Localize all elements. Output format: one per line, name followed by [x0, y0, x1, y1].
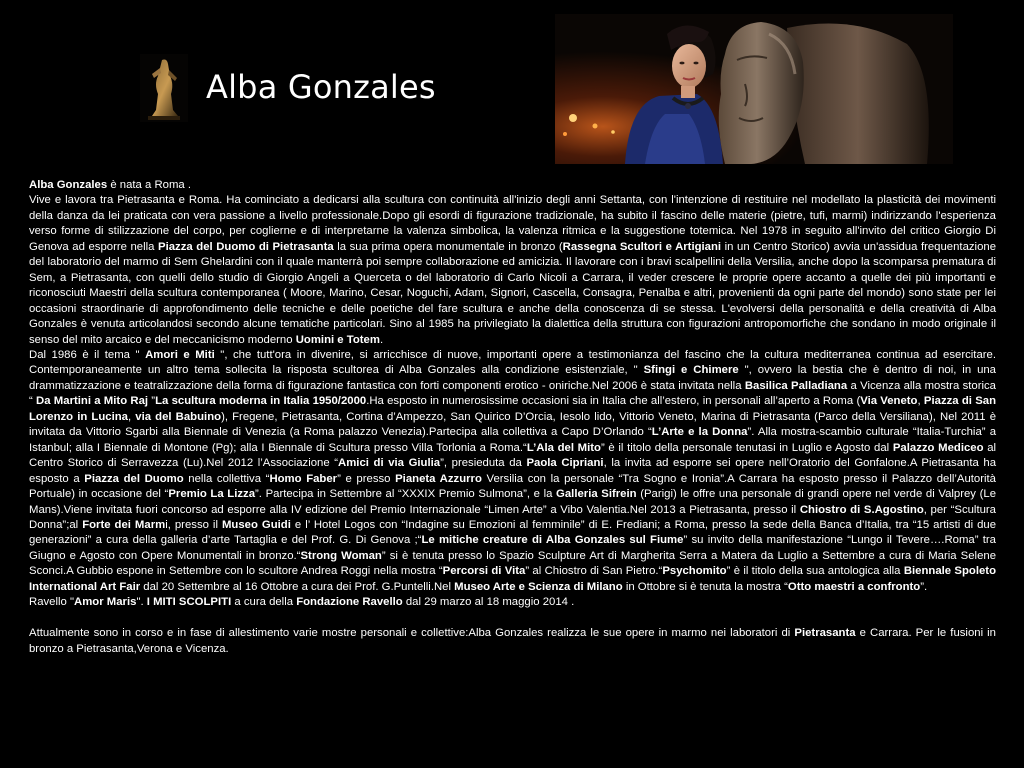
text-run: ", ovvero la bestia che è dentro di noi, in una drammatizzazione e teatralizzazione della forma di figurazione fantastica con forti componenti erotico - oniriche.Nel 2006 è stata invitata nella — [29, 364, 996, 392]
text-run: Ravello " — [29, 596, 75, 609]
bold-text: Le mitiche creature di Alba Gonzales sul Fiume — [421, 534, 684, 547]
bold-text: La scultura moderna in Italia 1950/2000 — [155, 395, 367, 408]
text-run: e Carrara. Per le fusioni in bronzo a Pietrasanta,Verona e Vicenza. — [29, 627, 996, 655]
text-run: . — [379, 333, 384, 346]
text-run: ” al Chiostro di San Pietro.“ — [525, 565, 663, 578]
bio-paragraph — [29, 595, 996, 610]
bold-text: Biennale Spoleto International Art Fair — [29, 565, 996, 593]
text-run: ” è il titolo della sua antologica alla — [726, 565, 904, 578]
bold-text: Pietrasanta — [794, 627, 856, 640]
text-run: Attualmente sono in corso e in fase di allestimento varie mostre personali e collettive:Alba Gonzales realizza le sue opere in marmo nei laboratori di — [29, 627, 795, 640]
bold-text: Chiostro di S.Agostino — [799, 503, 924, 516]
text-run: ), Fregene, Pietrasanta, Cortina d’Ampezzo, San Quirico D’Orcia, Iesolo lido, Vittorio Veneto, Marina di Pietrasanta (Parco della Versiliana), Nel 2011 è invitata da Vittorio Sgarbi alla Biennale di Venezia (a Roma palazzo Venezia).Partecipa alla collettiva a Capo D’Orlando “ — [29, 410, 997, 439]
text-run: .Ha esposto in numerosissime occasioni sia in Italia che all’estero, in personali all’aperto a Roma ( — [366, 395, 861, 408]
text-run: , — [917, 395, 924, 408]
bold-text: via del Babuino — [135, 410, 222, 423]
bold-text: I MITI SCOLPITI — [146, 596, 232, 609]
bold-text: Galleria Sifrein — [556, 488, 637, 501]
bold-text: Amor Maris — [74, 596, 137, 609]
text-run: Dal 1986 è il tema " — [29, 348, 146, 361]
bio-paragraph — [29, 626, 996, 657]
bio-paragraph — [29, 348, 996, 595]
text-run: a cura della — [231, 596, 297, 609]
text-run: ”, presieduta da — [440, 457, 527, 470]
text-run: Versilia con la personale “Tra Sogno e Ironia”.A Carrara ha esposto presso il Palazzo dell’Autorità Portuale) in occasione del “ — [29, 472, 996, 501]
bold-text: Psychomito — [662, 565, 727, 578]
bold-text: Amori e Miti — [145, 348, 215, 361]
bio-paragraph — [29, 178, 996, 193]
bold-text: Fondazione Ravello — [296, 596, 403, 609]
text-run: e l’ Hotel Logos con “Indagine su Emozioni al femminile” di E. Frediani; a Roma, presso la sede della Banca d’Italia, tra “15 artisti di due generazioni” a cura della galleria d’arte Tartaglia e del Prof. G. Di Genova ;“ — [29, 518, 997, 547]
bio-paragraph — [29, 193, 996, 348]
text-run: ”. Partecipa in Settembre al “XXXIX Premio Sulmona”, e la — [255, 488, 557, 501]
text-run: ”. — [920, 580, 928, 593]
bold-text: Strong Woman — [300, 549, 382, 562]
text-run: dal 29 marzo al 18 maggio 2014 . — [402, 596, 575, 609]
text-run: a Vicenza alla mostra storica “ — [29, 379, 996, 408]
text-run: la sua prima opera monumentale in bronzo ( — [333, 240, 563, 253]
text-run: , per “Scultura Donna”;al — [29, 503, 996, 531]
bold-text: Basilica Palladiana — [744, 379, 848, 392]
bold-text: Museo Guidi — [221, 518, 291, 531]
bold-text: Homo Faber — [269, 472, 338, 485]
text-run: i, presso il — [165, 518, 222, 531]
text-run: ” su invito della manifestazione “Lungo il Tevere….Roma” tra Giugno e Agosto con Opere Monumentali in bronzo.“ — [29, 534, 996, 562]
bold-text: Pianeta Azzurro — [395, 472, 482, 485]
text-run: ". — [136, 596, 147, 609]
text-run: ” si è tenuta presso lo Spazio Sculpture Art di Margherita Serra a Matera da Luglio a Settembre a cura di Maria Selene Sconci.A Gubbio espone in Settembre con lo scultore Andrea Roggi nella mostra “ — [29, 549, 996, 578]
bold-text: Palazzo Mediceo — [892, 441, 984, 454]
bronze-sculpture-icon — [140, 54, 188, 122]
text-run: ”. Alla mostra-scambio culturale “Italia-Turchia” a Istanbul; alla I Biennale di Montone (Pg); alla I Biennale di Scultura presso Villa Torlonia a Roma.“ — [29, 426, 997, 454]
text-run: Vive e lavora tra Pietrasanta e Roma. Ha cominciato a dedicarsi alla scultura con continuità all'inizio degli anni Settanta, con l'intenzione di restituire nel modellato la plasticità dei movimenti della danza da lei praticata con vera passione a livello professionale.Dopo gli esordi di figurazione tradizionale, ha subito il fascino delle materie (pietre, tufi, marmi) indirizzando l'esperienza verso forme di stilizzazione del corpo, per coglierne e di interpretarne la valenza simbolica, la valenza ritmica e la suggestione totemica. Nel 1978 in seguito all'invito del critico Giorgio Di Genova ad esporre nella — [29, 194, 996, 253]
text-run: in un Centro Storico) avvia un'assidua frequentazione del laboratorio del marmo di Sem Ghelardini con il quale manterrà poi sempre collaborazione ed amicizia. Il lavorare con i bravi scalpellini della Versilia, anche dopo la scomparsa prematura di Sem, a Pietrasanta, con quelli dello studio di Giorgio Angeli a Querceta o del laboratorio di Carlo Nicoli a Carrara, il veder crescere le proprie opere accanto a quelle dei più importanti e riconosciuti Maestri della scultura contemporanea ( Moore, Marino, Cesar, Noguchi, Adam, Signori, Cascella, Consagra, Penalba e altri, provenienti da ogni parte del mondo) sono state per lei occasioni straordinarie di approfondimento delle tecniche e delle poetiche del fare scultura e anche della conoscenza di se stessa. L'evolversi della personalità e della creatività di Alba Gonzales è venuta articolandosi secondo alcune tematiche particolari. Sino al 1985 ha privilegiato la dialettica della struttura con figurazioni antropomorfiche che sondano in modo originale il senso del mito arcaico e del meccanicismo moderno — [29, 240, 996, 346]
bold-text: Forte dei Marm — [82, 518, 166, 531]
text-run: in Ottobre si è tenuta la mostra “ — [622, 580, 788, 593]
bold-text: L’Ala del Mito — [526, 441, 601, 454]
bold-text: Museo Arte e Scienza di Milano — [454, 580, 623, 593]
bold-text: Otto maestri a confronto — [787, 580, 921, 593]
bold-text: Piazza di San Lorenzo in Lucina — [29, 395, 997, 423]
bold-text: Percorsi di Vita — [442, 565, 526, 578]
bold-text: L’Arte e la Donna — [651, 426, 748, 439]
text-run: ” è il titolo della personale tenutasi in Luglio e Agosto dal — [600, 441, 893, 454]
text-run: dal 20 Settembre al 16 Ottobre a cura dei Prof. G.Puntelli.Nel — [140, 580, 455, 593]
text-run: , la invita ad esporre sei opere nell’Oratorio del Gonfalone.A Pietrasanta ha esposto a — [29, 457, 996, 485]
bold-text: Da Martini a Mito Raj — [36, 395, 149, 408]
text-run: , — [128, 410, 136, 423]
text-run: ” — [148, 395, 156, 408]
artist-portrait-photo — [555, 14, 953, 164]
text-run: nella collettiva “ — [183, 472, 270, 485]
text-run: (Parigi) le offre una personale di grandi opere nel verde di Valprey (Le Mans).Viene invitata fuori concorso ad esporre alla IV edizione del Premio Internazionale “Limen Arte” a Vibo Valentia.Nel 2013 a Pietrasanta, presso il — [29, 488, 996, 516]
text-run: ", che tutt'ora in divenire, si arricchisce di nuove, importanti opere a testimonianza del fascino che la cultura mediterranea continua ad esercitare. Contemporaneamente un altro tema sollecita la risposta scultorea di Alba Gonzales alla condizione esistenziale, " — [29, 348, 997, 377]
page-title: Alba Gonzales — [206, 68, 436, 106]
bold-text: Sfingi e Chimere — [643, 364, 739, 377]
bold-text: Uomini e Totem — [295, 333, 380, 346]
text-run: ” e presso — [337, 472, 396, 485]
bold-text: Piazza del Duomo di Pietrasanta — [158, 240, 334, 253]
bold-text: Rassegna Scultori e Artigiani — [562, 240, 722, 253]
bold-text: Amici di via Giulia — [338, 457, 441, 470]
text-run: al Centro Storico di Serravezza (Lu).Nel 2012 l’Associazione “ — [29, 441, 997, 470]
bold-text: Via Veneto — [860, 395, 918, 408]
bold-text: Premio La Lizza — [168, 488, 256, 501]
biography-text — [29, 178, 996, 657]
text-run: è nata a Roma . — [107, 179, 192, 191]
bold-text: Alba Gonzales — [29, 179, 108, 191]
bold-text: Piazza del Duomo — [84, 472, 184, 485]
bold-text: Paola Cipriani — [526, 457, 604, 470]
